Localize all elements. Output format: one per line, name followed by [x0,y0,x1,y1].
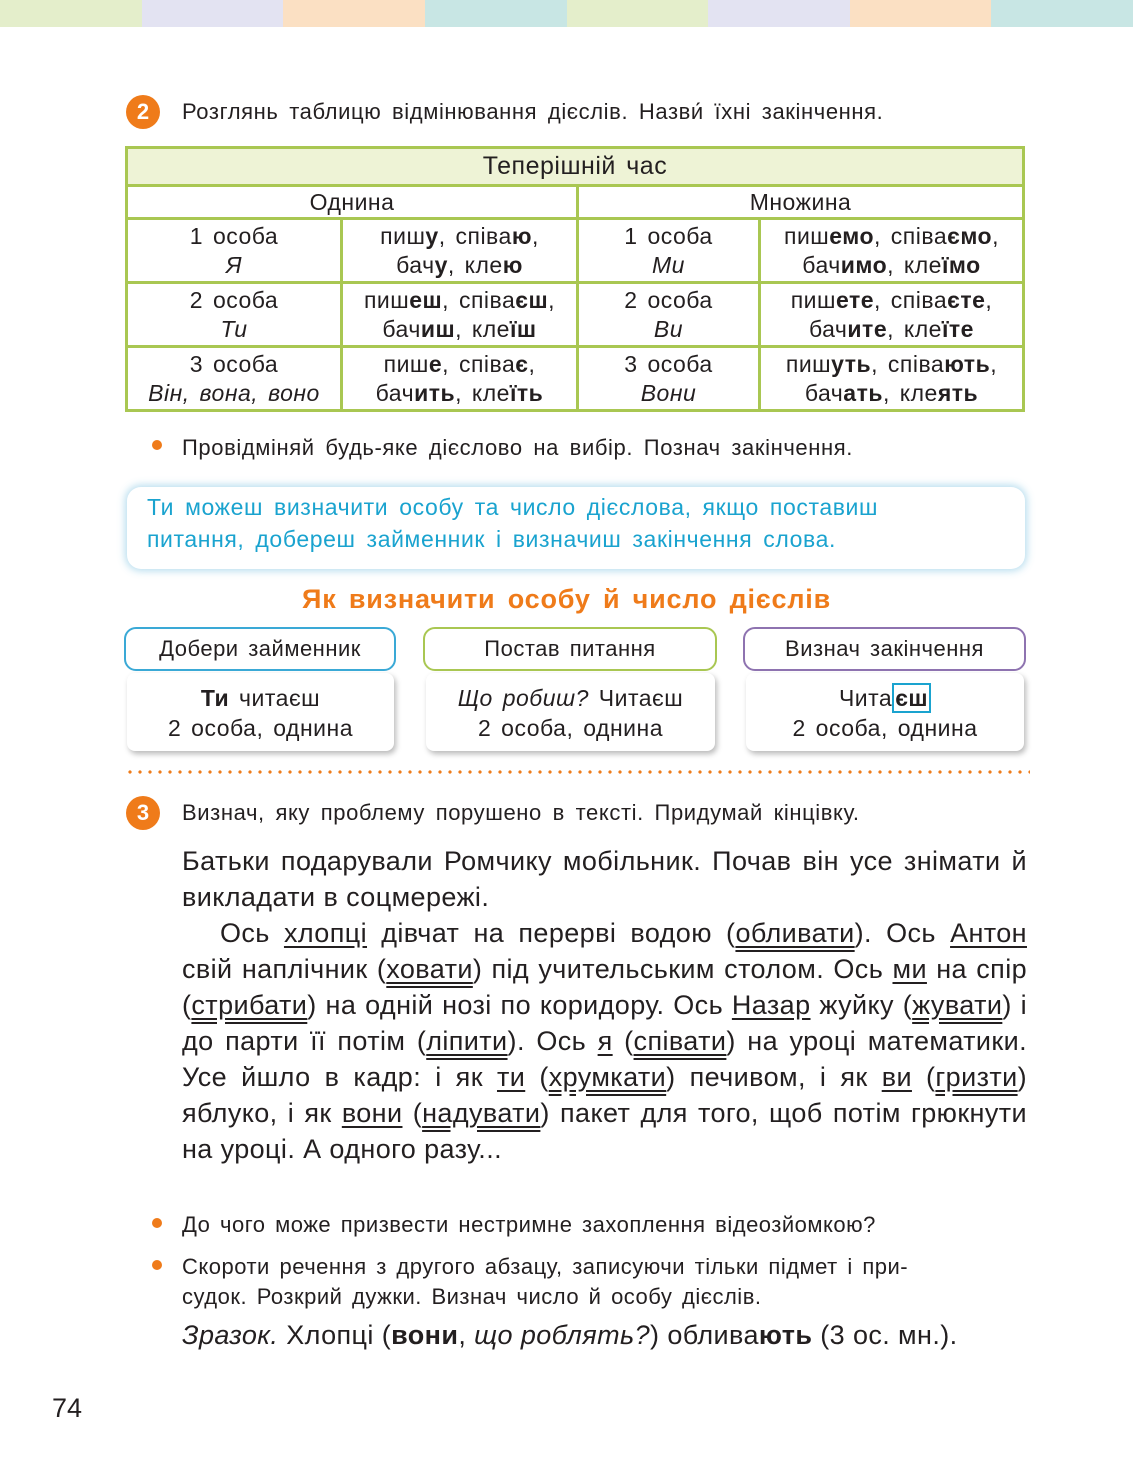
table-title: Теперішній час [127,148,1024,186]
top-bar-segment [850,0,992,27]
person-cell: 1 особа Ми [578,219,760,283]
task2-instruction: Розглянь таблицю відмінювання дієслів. Назви́ їхні закінчення. [182,99,884,124]
card-body-pronoun: Ти читаєш 2 особа, однина [127,673,394,751]
plural-header: Множина [578,186,1024,219]
forms-cell: пишемо, співаємо, бачимо, клеїмо [760,219,1024,283]
section-title: Як визначити особу й число дієслів [302,584,831,614]
table-row [127,219,1024,283]
forms-cell: пишете, співаєте, бачите, клеїте [760,283,1024,347]
card-body-question: Що робиш? Читаєш 2 особа, однина [426,673,715,751]
table-row [127,347,1024,411]
table-row [127,283,1024,347]
page-number: 74 [52,1393,83,1423]
top-color-bar [0,0,1133,27]
person-cell: 2 особа Ти [127,283,342,347]
top-bar-segment [708,0,850,27]
forms-cell: пишуть, співають, бачать, клеять [760,347,1024,411]
top-bar-segment [991,0,1133,27]
task3-bullet: До чого може призвести нестримне захоплення відеозйомкою? [182,1212,876,1237]
person-cell: 3 особа Вони [578,347,760,411]
forms-cell: пишу, співаю, бачу, клею [342,219,578,283]
task-number-badge: 3 [126,796,160,830]
top-bar-segment [0,0,142,27]
forms-cell: пише, співає, бачить, клеїть [342,347,578,411]
top-bar-segment [567,0,709,27]
card-head-pronoun: Добери займенник [124,627,396,671]
rule-line: Ти можеш визначити особу та число дієслова, якщо поставиш [147,494,879,520]
card-body-ending: Чита єш 2 особа, однина [746,673,1024,751]
task3-bullet: Скороти речення з другого абзацу, записуючи тільки підмет і при- судок. Розкрий дужки. Визнач число й особу дієслів. [182,1254,909,1309]
task2-bullet: Провідміняй будь-яке дієслово на вибір. Познач закінчення. [182,435,853,460]
bullet-dot-icon [152,440,162,450]
story-text [182,843,1027,1167]
person-cell: 2 особа Ви [578,283,760,347]
sample-line: Зразок. Хлопці (вони, що роблять?) обливають (3 ос. мн.). [182,1320,958,1350]
rule-line: питання, добереш займенник і визначиш закінчення слова. [147,526,836,552]
top-bar-segment [283,0,425,27]
card-head-ending: Визнач закінчення [743,627,1026,671]
bullet-dot-icon [152,1260,162,1270]
forms-cell: пишеш, співаєш, бачиш, клеїш [342,283,578,347]
ending-highlight: єш [892,683,931,713]
story-paragraph: Ось хлопці дівчат на перерві водою (обливати). Ось Антон свій наплічник (ховати) під учительським столом. Ось ми на спір (стрибати) на одній нозі по коридору. Ось Назар жуйку (жувати) і до парти її потім (ліпити). Ось я (співати) на уроці математики. Усе йшло в кадр: і як ти (хрумкати) печивом, і як ви (гризти) яблуко, і як вони (надувати) пакет для того, щоб потім грюкнути на уроці. А одного разу... [182,918,1028,1164]
rule-box [127,487,1025,569]
singular-header: Однина [127,186,578,219]
card-head-question: Постав питання [423,627,717,671]
story-paragraph: Батьки подарували Ромчику мобільник. Почав він усе знімати й викладати в соцмережі. [182,846,1027,912]
dotted-divider [125,770,1030,774]
person-cell: 1 особа Я [127,219,342,283]
task3-instruction: Визнач, яку проблему порушено в тексті. Придумай кінцівку. [182,800,860,825]
conjugation-table [125,146,1025,412]
bullet-dot-icon [152,1218,162,1228]
top-bar-segment [425,0,567,27]
task-number-badge: 2 [126,95,160,129]
top-bar-segment [142,0,284,27]
person-cell: 3 особа Він, вона, воно [127,347,342,411]
